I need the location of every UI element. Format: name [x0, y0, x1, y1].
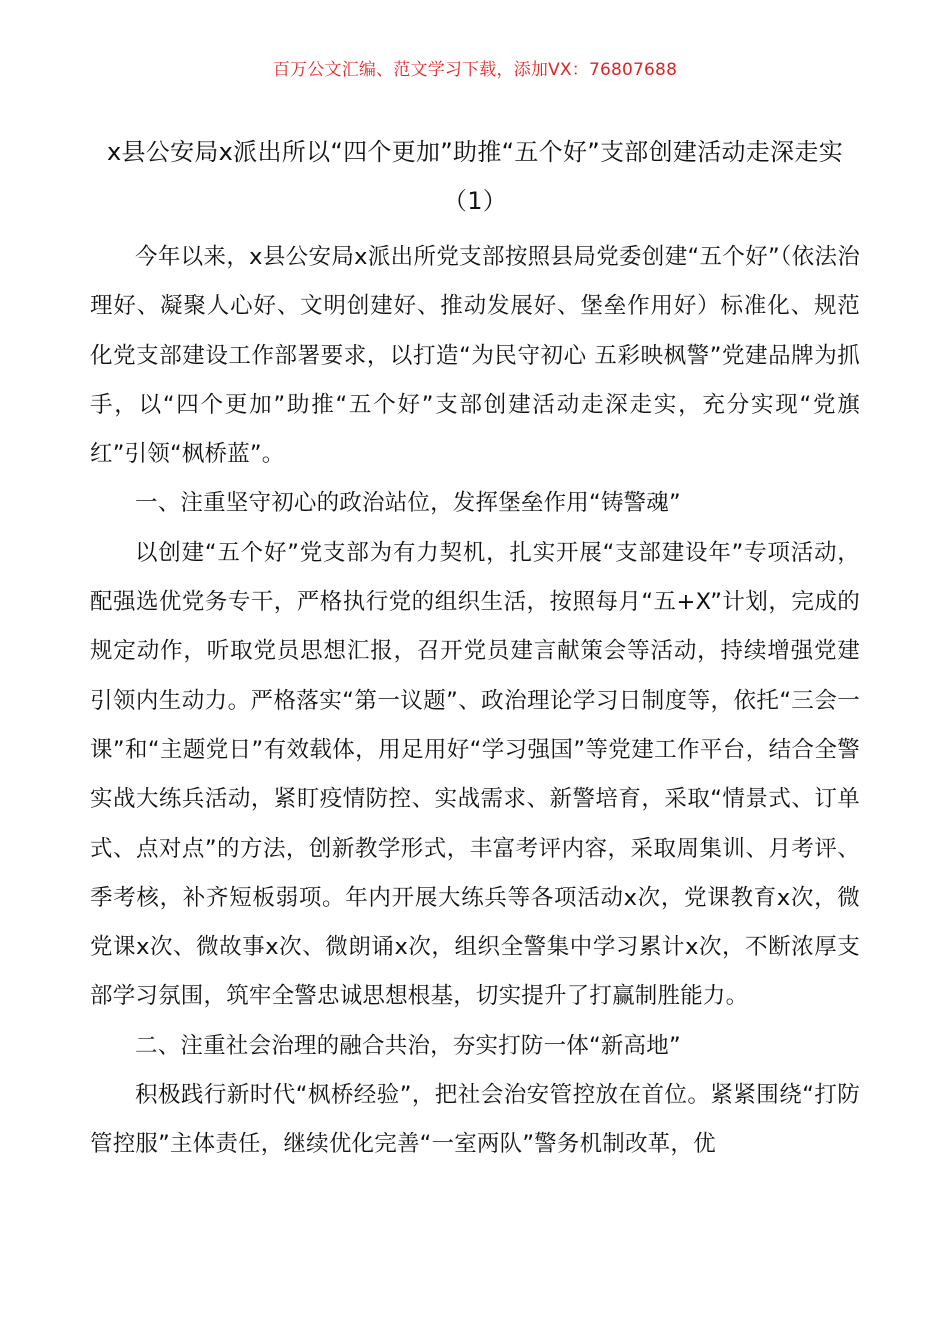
promo-banner: 百万公文汇编、范文学习下载，添加VX：76807688 — [272, 60, 678, 80]
document-title: x县公安局x派出所以“四个更加”助推“五个好”支部创建活动走深走实（1） — [106, 138, 844, 215]
paragraph-section-2: 积极践行新时代“枫桥经验”，把社会治安管控放在首位。紧紧围绕“打防管控服”主体责任，继续优化完善“一室两队”警务机制改革，优 — [90, 1082, 860, 1158]
paragraph-intro: 今年以来，x县公安局x派出所党支部按照县局党委创建“五个好”（依法治理好、凝聚人心好、文明创建好、推动发展好、堡垒作用好）标准化、规范化党支部建设工作部署要求，以打造“为民守初心 五彩映枫警”党建品牌为抓手，以“四个更加”助推“五个好”支部创建活动走深走实，充分实现“党旗红”引领“枫桥蓝”。 — [90, 244, 860, 468]
section-heading-1: 一、注重坚守初心的政治站位，发挥堡垒作用“铸警魂” — [135, 490, 681, 517]
paragraph-section-1: 以创建“五个好”党支部为有力契机，扎实开展“支部建设年”专项活动，配强选优党务专干，严格执行党的组织生活，按照每月“五+X”计划，完成的规定动作，听取党员思想汇报，召开党员建言献策会等活动，持续增强党建引领内生动力。严格落实“第一议题”、政治理论学习日制度等，依托“三会一课”和“主题党日”有效载体，用足用好“学习强国”等党建工作平台，结合全警实战大练兵活动，紧盯疫情防控、实战需求、新警培育，采取“情景式、订单式、点对点”的方法，创新教学形式，丰富考评内容，采取周集训、月考评、季考核，补齐短板弱项。年内开展大练兵等各项活动x次，党课教育x次，微党课x次、微故事x次、微朗诵x次，组织全警集中学习累计x次，不断浓厚支部学习氛围，筑牢全警忠诚思想根基，切实提升了打赢制胜能力。 — [90, 539, 860, 1010]
section-heading-2: 二、注重社会治理的融合共治，夯实打防一体“新高地” — [135, 1032, 681, 1059]
document-body — [90, 233, 860, 1170]
